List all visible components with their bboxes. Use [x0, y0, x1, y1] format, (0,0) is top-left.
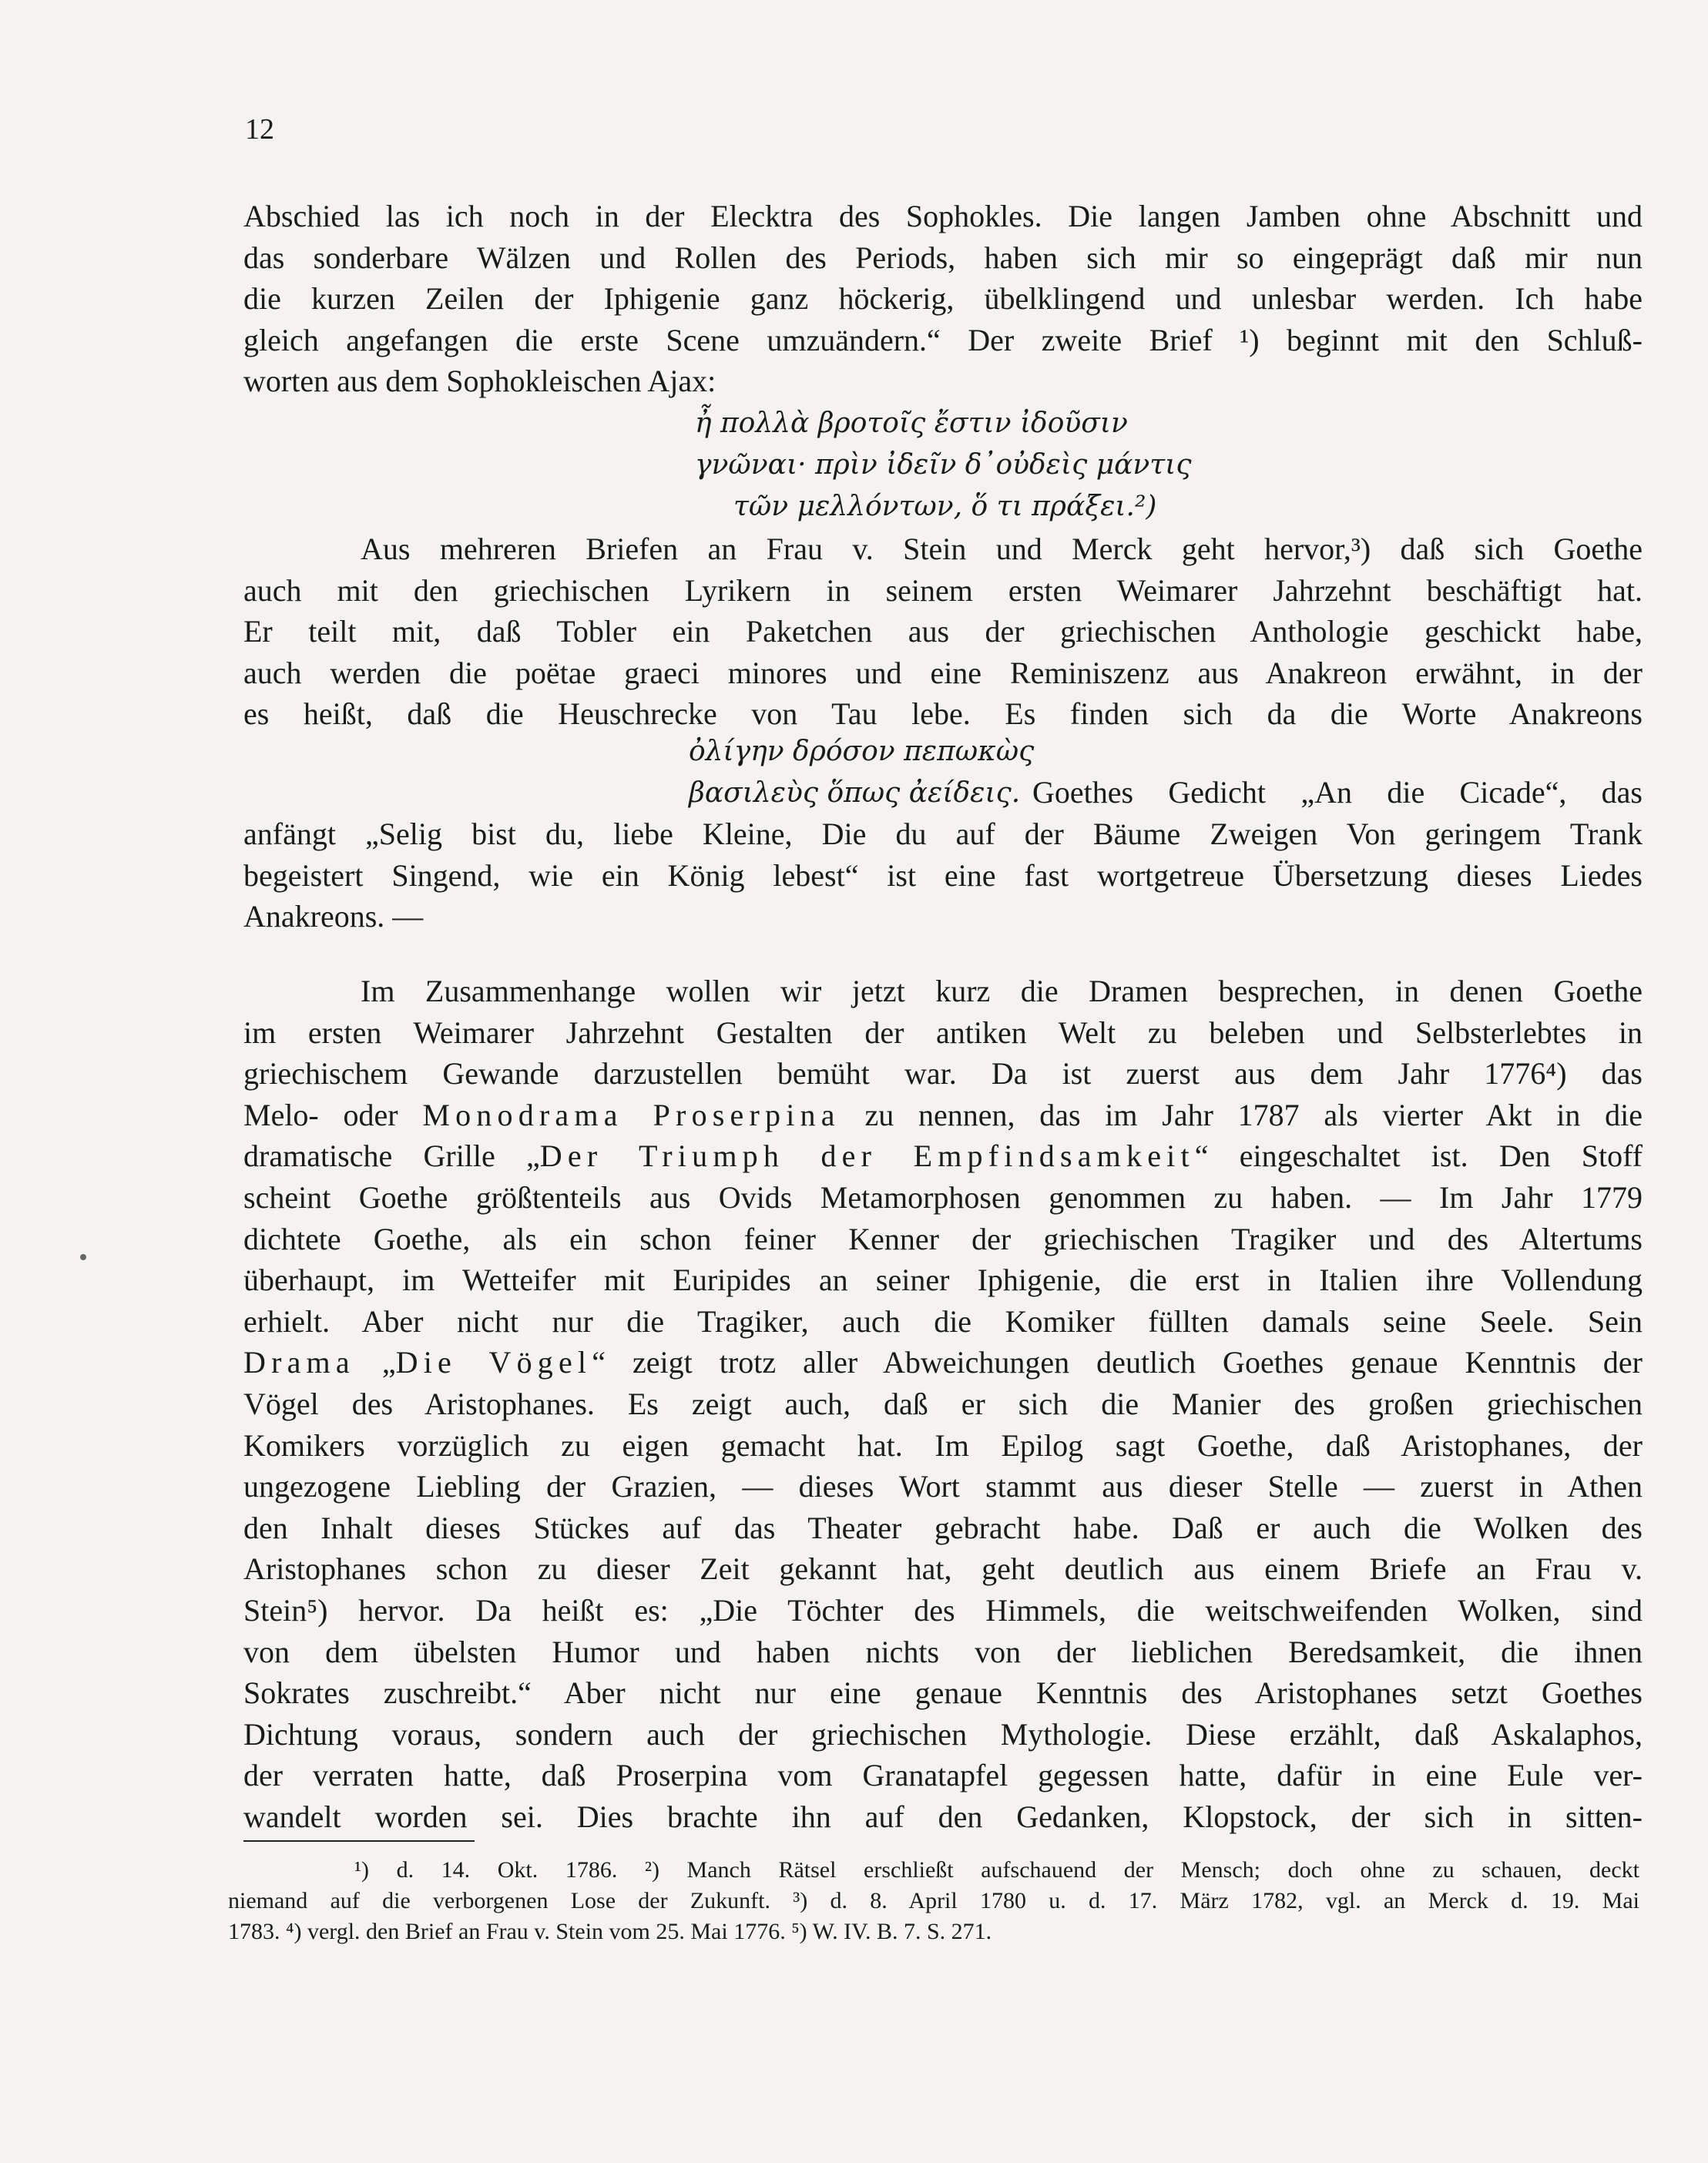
greek-anakreon-line: βασιλεὺς ὅπως ἀείδεις.	[689, 777, 1021, 809]
text-line	[243, 1342, 1643, 1383]
text-line	[243, 1095, 1643, 1136]
text-line: auch mit den griechischen Lyrikern in seinem ersten Weimarer Jahrzehnt beschäftigt hat.	[243, 572, 1643, 608]
text-line: gleich angefangen die erste Scene umzuändern.“ Der zweite Brief ¹) beginnt mit den Schluß-	[243, 322, 1643, 357]
spaced-title: Monodrama Proserpina	[422, 1097, 841, 1132]
text-line: das sonderbare Wälzen und Rollen des Periods, haben sich mir so eingeprägt daß mir nun	[243, 240, 1643, 275]
text-line: es heißt, daß die Heuschrecke von Tau lebe. Es finden sich da die Worte Anakreons	[243, 696, 1643, 732]
text-span: “ eingeschaltet ist. Den Stoff	[1194, 1139, 1643, 1174]
paragraph-2-continuation-start	[1032, 772, 1643, 813]
text-line: erhielt. Aber nicht nur die Tragiker, auch die Komiker füllten damals seine Seele. Sein	[243, 1303, 1643, 1339]
scan-speck	[80, 1254, 86, 1260]
spaced-title: Der Triumph der Empfindsamkeit	[539, 1139, 1195, 1174]
page-number: 12	[245, 113, 274, 146]
text-line: worten aus dem Sophokleischen Ajax:	[243, 364, 716, 399]
paragraph-1	[243, 196, 1643, 402]
text-line: anfängt „Selig bist du, liebe Kleine, Die du auf der Bäume Zweigen Von geringem Trank	[243, 817, 1643, 851]
text-line: den Inhalt dieses Stückes auf das Theater gebracht habe. Daß er auch die Wolken des	[243, 1510, 1643, 1545]
paragraph-3	[243, 971, 1643, 1837]
text-span: „	[354, 1345, 396, 1380]
text-line: Stein⁵) hervor. Da heißt es: „Die Töchter des Himmels, die weitschweifenden Wolken, sind	[243, 1592, 1643, 1628]
text-span: dramatische Grille „	[243, 1139, 540, 1174]
footnote-line: 1783. ⁴) vergl. den Brief an Frau v. Stein vom 25. Mai 1776. ⁵) W. IV. B. 7. S. 271.	[228, 1919, 992, 1944]
text-line: von dem übelsten Humor und haben nichts von der lieblichen Beredsamkeit, die ihnen	[243, 1634, 1643, 1669]
paragraph-2	[243, 528, 1643, 735]
text-line: Im Zusammenhange wollen wir jetzt kurz die Dramen besprechen, in denen Goethe	[361, 974, 1643, 1008]
spaced-title: Die Vögel	[395, 1345, 592, 1380]
text-line: Aus mehreren Briefen an Frau v. Stein und Merck geht hervor,³) daß sich Goethe	[361, 532, 1643, 566]
footnote-rule	[243, 1840, 475, 1842]
text-line: der verraten hatte, daß Proserpina vom Granatapfel gegessen hatte, dafür in eine Eule ver-	[243, 1758, 1643, 1793]
text-span: zu nennen, das im Jahr 1787 als vierter Akt in die	[840, 1097, 1643, 1132]
text-line: ungezogene Liebling der Grazien, — dieses Wort stammt aus dieser Stelle — zuerst in Athen	[243, 1469, 1643, 1504]
text-line: Dichtung voraus, sondern auch der griechischen Mythologie. Diese erzählt, daß Askalaphos,	[243, 1716, 1643, 1752]
text-line: im ersten Weimarer Jahrzehnt Gestalten der antiken Welt zu beleben und Selbsterlebtes in	[243, 1014, 1643, 1050]
text-line: Goethes Gedicht „An die Cicade“, das	[1032, 775, 1643, 810]
text-line: Aristophanes schon zu dieser Zeit gekannt hat, geht deutlich aus einem Briefe an Frau v.	[243, 1551, 1643, 1587]
footnote-line: niemand auf die verborgenen Lose der Zukunft. ³) d. 8. April 1780 u. d. 17. März 1782, vgl. an Merck d. 19. Mai	[228, 1888, 1639, 1913]
text-line: Anakreons. —	[243, 899, 424, 934]
text-span: “ zeigt trotz aller Abweichungen deutlich Goethes genaue Kenntnis der	[592, 1345, 1643, 1380]
text-line: Komikers vorzüglich zu eigen gemacht hat. Im Epilog sagt Goethe, daß Aristophanes, der	[243, 1427, 1643, 1463]
text-line: überhaupt, im Wetteifer mit Euripides an seiner Iphigenie, die erst in Italien ihre Vollendung	[243, 1263, 1643, 1298]
greek-anakreon-line: ὀλίγην δρόσον πεπωκὼς	[689, 736, 1035, 767]
paragraph-2-continuation	[243, 813, 1643, 937]
spaced-title: Drama	[243, 1345, 355, 1380]
text-line: griechischem Gewande darzustellen bemüht war. Da ist zuerst aus dem Jahr 1776⁴) das	[243, 1056, 1643, 1092]
text-line: Vögel des Aristophanes. Es zeigt auch, daß er sich die Manier des großen griechischen	[243, 1386, 1643, 1421]
text-line: begeistert Singend, wie ein König lebest“ ist eine fast wortgetreue Übersetzung dieses Liedes	[243, 857, 1643, 893]
footnotes	[228, 1855, 1639, 1947]
text-line: Er teilt mit, daß Tobler ein Paketchen aus der griechischen Anthologie geschickt habe,	[243, 614, 1643, 649]
text-line: dichtete Goethe, als ein schon feiner Kenner der griechischen Tragiker und des Altertums	[243, 1221, 1643, 1256]
greek-quote-line: γνῶναι· πρὶν ἰδεῖν δ᾽οὐδεὶς μάντις	[695, 449, 1192, 481]
greek-quote-line: τῶν μελλόντων, ὅ τι πράξει.²)	[733, 491, 1157, 522]
text-line: Sokrates zuschreibt.“ Aber nicht nur eine genaue Kenntnis des Aristophanes setzt Goethes	[243, 1675, 1643, 1711]
text-line: auch werden die poëtae graeci minores und eine Reminiszenz aus Anakreon erwähnt, in der	[243, 655, 1643, 690]
text-line: die kurzen Zeilen der Iphigenie ganz höckerig, übelklingend und unlesbar werden. Ich habe	[243, 281, 1643, 317]
text-line	[243, 1135, 1643, 1177]
text-line: scheint Goethe größtenteils aus Ovids Metamorphosen genommen zu haben. — Im Jahr 1779	[243, 1179, 1643, 1215]
text-line: Abschied las ich noch in der Elecktra des Sophokles. Die langen Jamben ohne Abschnitt und	[243, 199, 1643, 233]
greek-quote-line: ἦ πολλὰ βροτοῖς ἔστιν ἰδοῦσιν	[695, 407, 1128, 439]
text-line: wandelt worden sei. Dies brachte ihn auf den Gedanken, Klopstock, der sich in sitten-	[243, 1799, 1643, 1834]
text-span: Melo- oder	[243, 1097, 423, 1132]
footnote-line: ¹) d. 14. Okt. 1786. ²) Manch Rätsel erschließt aufschauend der Mensch; doch ohne zu schauen, deckt	[354, 1857, 1639, 1883]
